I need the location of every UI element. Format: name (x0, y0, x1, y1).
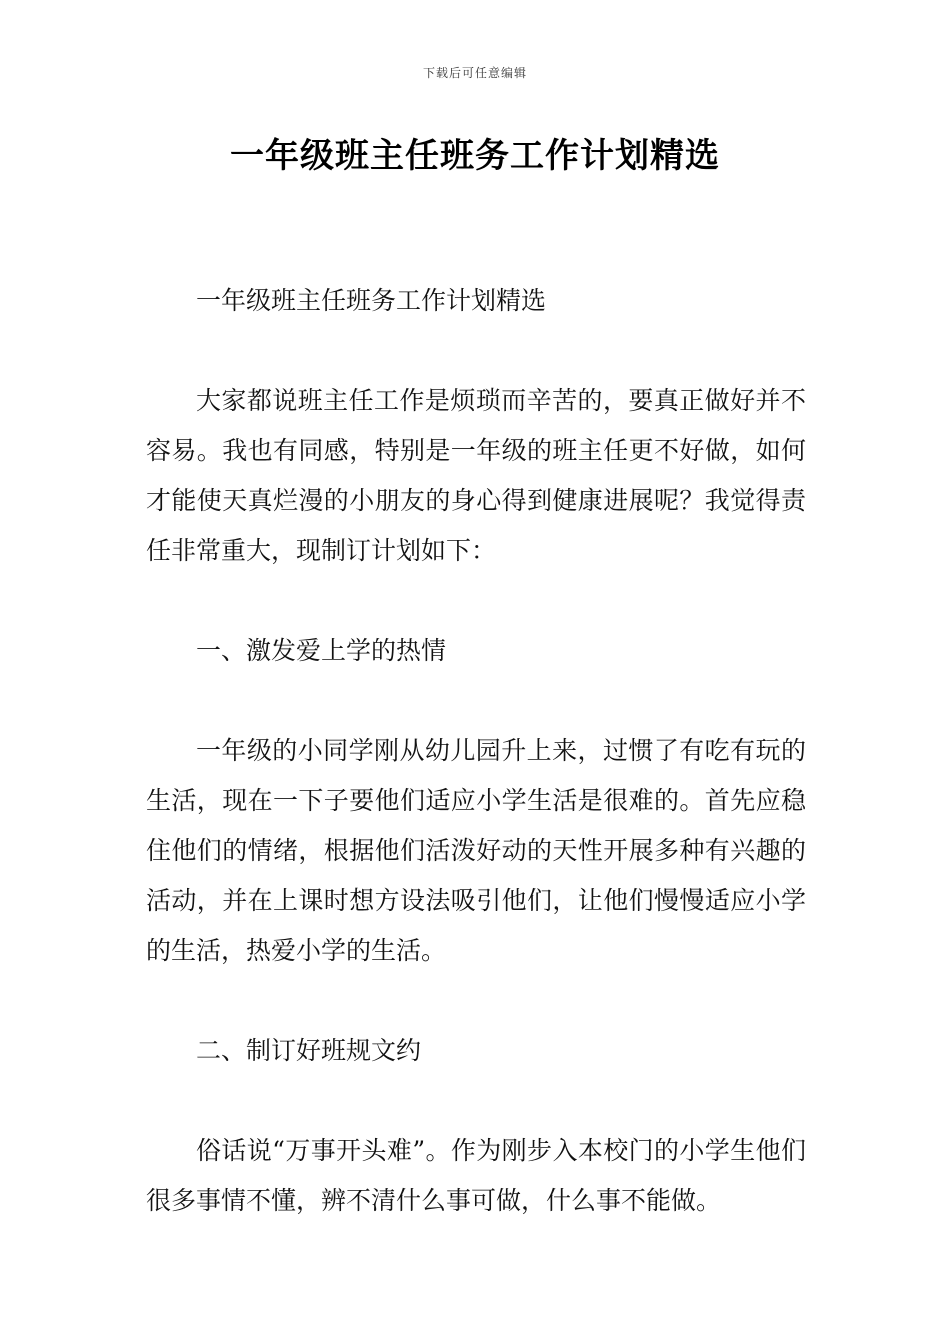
paragraph-intro: 大家都说班主任工作是烦琐而辛苦的，要真正做好并不容易。我也有同感，特别是一年级的班主任更不好做，如何才能使天真烂漫的小朋友的身心得到健康进展呢？我觉得责任非常重大，现制订计划如下： (146, 386, 806, 565)
document-body (146, 276, 806, 1226)
paragraph-gap (146, 576, 806, 626)
header-note: 下载后可任意编辑 (422, 66, 527, 80)
section-heading-1: 一、激发爱上学的热情 (196, 636, 447, 665)
paragraph-section-1: 一年级的小同学刚从幼儿园升上来，过惯了有吃有玩的生活，现在一下子要他们适应小学生活是很难的。首先应稳住他们的情绪，根据他们活泼好动的天性开展多种有兴趣的活动，并在上课时想方设法吸引他们，让他们慢慢适应小学的生活，热爱小学的生活。 (146, 736, 806, 965)
paragraph-subtitle: 一年级班主任班务工作计划精选 (196, 286, 547, 315)
paragraph-section-2: 俗话说“万事开头难”。作为刚步入本校门的小学生他们很多事情不懂，辨不清什么事可做，什么事不能做。 (146, 1136, 806, 1215)
paragraph-gap (146, 676, 806, 726)
paragraph-gap (146, 1076, 806, 1126)
document-title: 一年级班主任班务工作计划精选 (230, 136, 720, 176)
paragraph-gap (146, 326, 806, 376)
paragraph-gap (146, 976, 806, 1026)
section-heading-2: 二、制订好班规文约 (196, 1036, 422, 1065)
